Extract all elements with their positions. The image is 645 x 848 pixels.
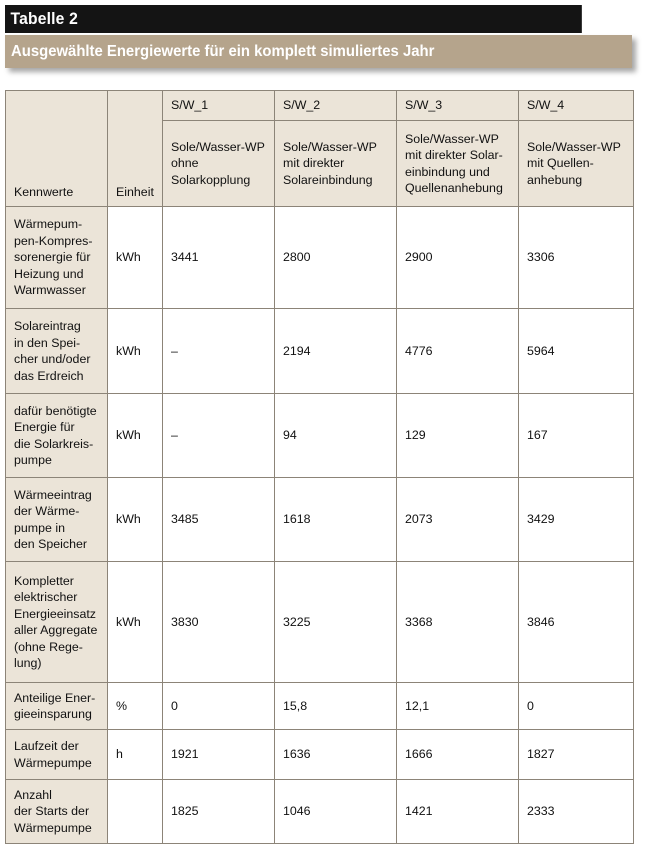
table-cell: 2800 bbox=[275, 207, 397, 309]
table-cell: 94 bbox=[275, 394, 397, 478]
row-unit bbox=[108, 780, 163, 844]
table-row bbox=[6, 562, 634, 683]
header-code: S/W_1 bbox=[163, 91, 275, 121]
table-cell: 1827 bbox=[519, 730, 634, 780]
row-unit: kWh bbox=[108, 207, 163, 309]
table-cell: 1666 bbox=[397, 730, 519, 780]
table-cell: – bbox=[163, 309, 275, 394]
table-cell: 3846 bbox=[519, 562, 634, 683]
table-row bbox=[6, 683, 634, 730]
row-label: dafür benötigte Energie für die Solarkreis- pumpe bbox=[6, 394, 108, 478]
row-label: Anzahl der Starts der Wärmepumpe bbox=[6, 780, 108, 844]
header-kennwerte: Kennwerte bbox=[6, 91, 108, 207]
table-cell: 1921 bbox=[163, 730, 275, 780]
row-unit: kWh bbox=[108, 478, 163, 562]
table-cell: 1421 bbox=[397, 780, 519, 844]
table-cell: 1636 bbox=[275, 730, 397, 780]
table-cell: 2333 bbox=[519, 780, 634, 844]
table-cell: 0 bbox=[519, 683, 634, 730]
table-cell: 3429 bbox=[519, 478, 634, 562]
header-desc: Sole/Wasser-WP mit direkter Solareinbindung bbox=[275, 121, 397, 207]
header-row-codes bbox=[6, 91, 634, 121]
table-cell: – bbox=[163, 394, 275, 478]
table-cell: 5964 bbox=[519, 309, 634, 394]
table-caption-text: Ausgewählte Energiewerte für ein komplett simuliertes Jahr bbox=[11, 43, 435, 60]
header-einheit: Einheit bbox=[108, 91, 163, 207]
table-cell: 1046 bbox=[275, 780, 397, 844]
header-code: S/W_3 bbox=[397, 91, 519, 121]
table-cell: 3306 bbox=[519, 207, 634, 309]
row-unit: kWh bbox=[108, 562, 163, 683]
header-code: S/W_2 bbox=[275, 91, 397, 121]
row-unit: kWh bbox=[108, 309, 163, 394]
row-label: Wärmepum- pen-Kompres- sorenergie für Heizung und Warmwasser bbox=[6, 207, 108, 309]
table-cell: 4776 bbox=[397, 309, 519, 394]
table-cell: 2900 bbox=[397, 207, 519, 309]
header-desc: Sole/Wasser-WP mit direkter Solar- einbindung und Quellenanhebung bbox=[397, 121, 519, 207]
row-label: Solareintrag in den Spei- cher und/oder das Erdreich bbox=[6, 309, 108, 394]
table-cell: 3485 bbox=[163, 478, 275, 562]
table-cell: 1618 bbox=[275, 478, 397, 562]
table-cell: 2073 bbox=[397, 478, 519, 562]
header-code: S/W_4 bbox=[519, 91, 634, 121]
table-row bbox=[6, 730, 634, 780]
table-cell: 12,1 bbox=[397, 683, 519, 730]
table-row bbox=[6, 780, 634, 844]
row-unit: kWh bbox=[108, 394, 163, 478]
row-unit: h bbox=[108, 730, 163, 780]
row-label: Laufzeit der Wärmepumpe bbox=[6, 730, 108, 780]
table-cell: 0 bbox=[163, 683, 275, 730]
table-caption bbox=[5, 35, 632, 68]
table-cell: 15,8 bbox=[275, 683, 397, 730]
table-row bbox=[6, 309, 634, 394]
row-label: Wärmeeintrag der Wärme- pumpe in den Speicher bbox=[6, 478, 108, 562]
table-cell: 167 bbox=[519, 394, 634, 478]
table-cell: 3441 bbox=[163, 207, 275, 309]
table-row bbox=[6, 394, 634, 478]
energy-values-table bbox=[5, 90, 634, 844]
row-label: Anteilige Ener- gieeinsparung bbox=[6, 683, 108, 730]
table-cell: 3830 bbox=[163, 562, 275, 683]
header-desc: Sole/Wasser-WP ohne Solarkopplung bbox=[163, 121, 275, 207]
table-number: Tabelle 2 bbox=[5, 5, 582, 33]
table-row bbox=[6, 478, 634, 562]
header-desc: Sole/Wasser-WP mit Quellen- anhebung bbox=[519, 121, 634, 207]
table-row bbox=[6, 207, 634, 309]
row-label: Kompletter elektrischer Energieeinsatz aller Aggregate (ohne Rege- lung) bbox=[6, 562, 108, 683]
table-cell: 3368 bbox=[397, 562, 519, 683]
table-cell: 1825 bbox=[163, 780, 275, 844]
table-cell: 2194 bbox=[275, 309, 397, 394]
row-unit: % bbox=[108, 683, 163, 730]
table-cell: 129 bbox=[397, 394, 519, 478]
table-cell: 3225 bbox=[275, 562, 397, 683]
